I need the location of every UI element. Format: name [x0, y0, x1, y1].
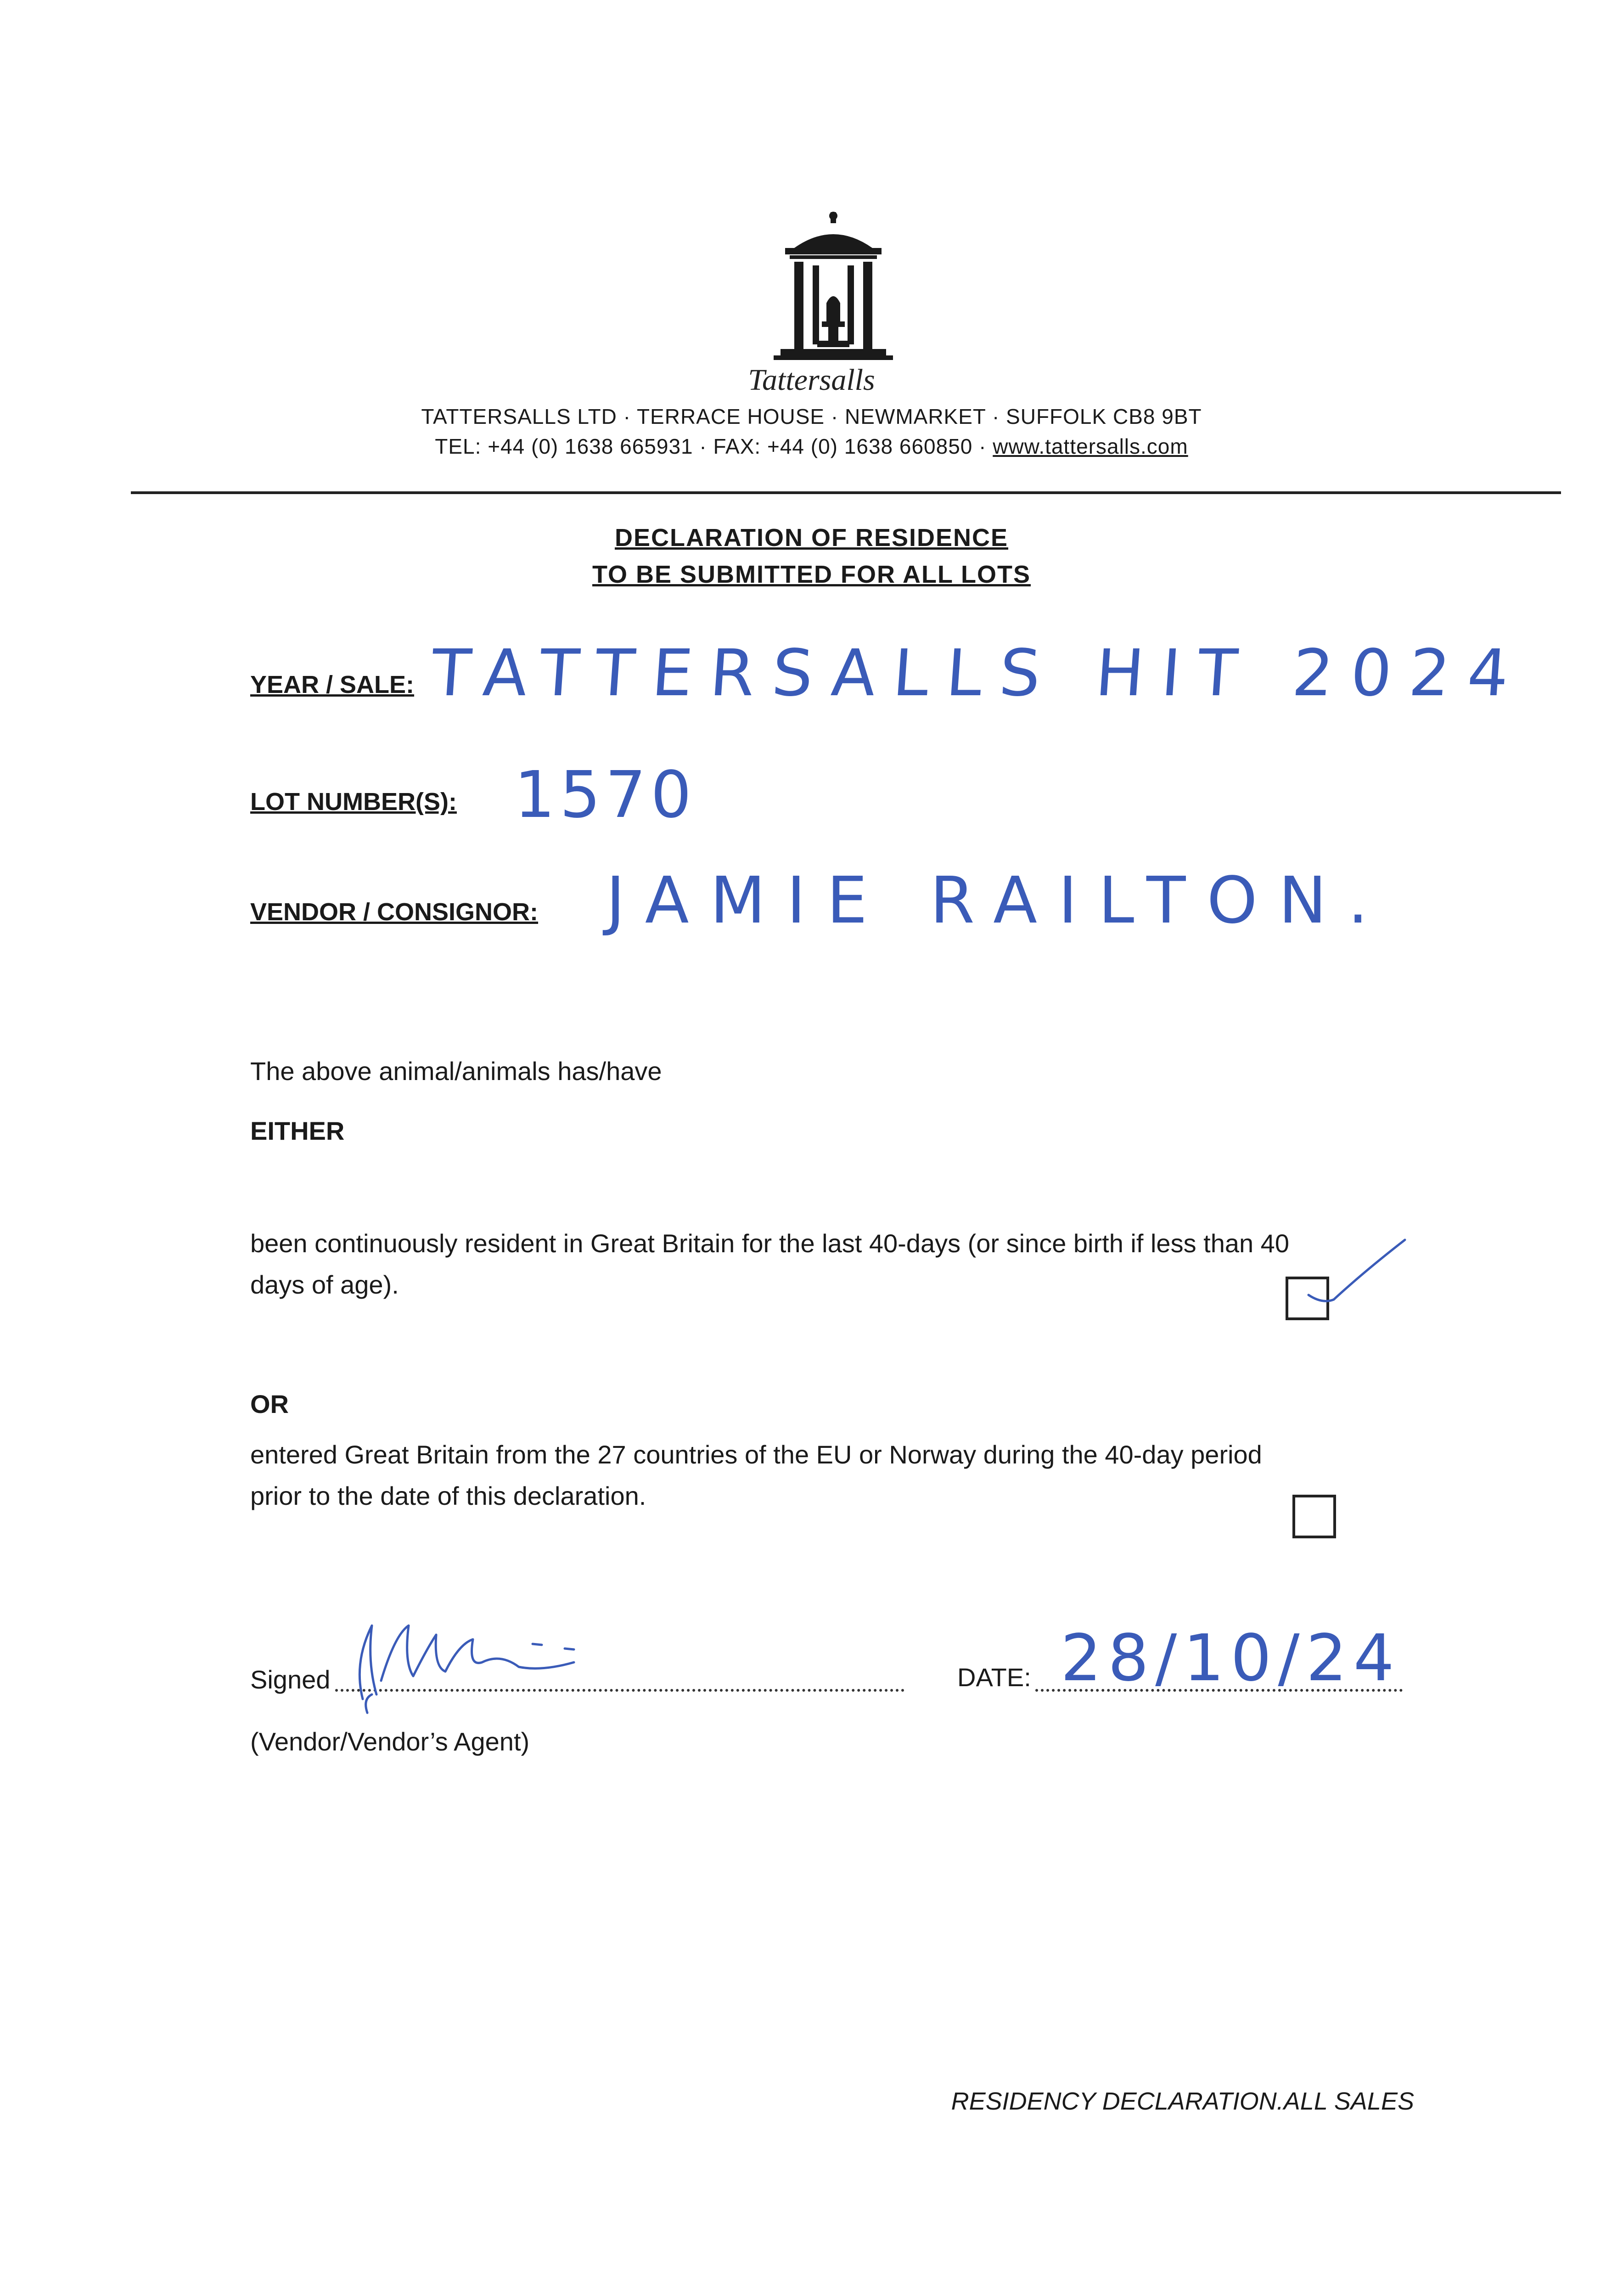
website-link[interactable]: www.tattersalls.com: [993, 434, 1188, 458]
intro-text: The above animal/animals has/have: [250, 1057, 662, 1086]
lot-number-label: LOT NUMBER(S):: [250, 788, 457, 816]
option1-text-line1: been continuously resident in Great Britain for the last 40-days (or since birth if less than 40: [250, 1229, 1289, 1258]
option2-text-line2: prior to the date of this declaration.: [250, 1481, 646, 1510]
signed-label: Signed: [250, 1665, 331, 1694]
tattersalls-logo: [767, 211, 900, 367]
date-label: DATE:: [957, 1663, 1031, 1692]
option1-text-line2: days of age).: [250, 1270, 399, 1299]
handwritten-signature: [335, 1607, 629, 1717]
date-value: 28/10/24: [1061, 1621, 1401, 1696]
signatory-role: (Vendor/Vendor’s Agent): [250, 1727, 530, 1756]
footer-form-name: RESIDENCY DECLARATION.ALL SALES: [951, 2088, 1414, 2115]
option2-text-line1: entered Great Britain from the 27 countries of the EU or Norway during the 40-day period: [250, 1440, 1262, 1469]
lot-number-value: 1570: [514, 758, 696, 833]
option2-checkbox[interactable]: [1292, 1495, 1336, 1538]
address-line: TATTERSALLS LTD · TERRACE HOUSE · NEWMARKET · SUFFOLK CB8 9BT: [421, 405, 1202, 428]
document-title: DECLARATION OF RESIDENCE: [614, 524, 1009, 551]
option1-tick-mark: [1290, 1235, 1410, 1327]
brand-name: Tattersalls: [748, 363, 875, 397]
year-sale-value: TATTERSALLS HIT 2024: [429, 636, 1529, 711]
vendor-consignor-label: VENDOR / CONSIGNOR:: [250, 898, 539, 926]
vendor-consignor-value: JAMIE RAILTON.: [606, 863, 1389, 938]
contact-numbers: TEL: +44 (0) 1638 665931 · FAX: +44 (0) 1638 660850 ·: [435, 434, 993, 458]
contact-line: [0, 434, 1623, 459]
document-subtitle: TO BE SUBMITTED FOR ALL LOTS: [592, 561, 1031, 588]
year-sale-label: YEAR / SALE:: [250, 671, 415, 698]
header-divider: [131, 491, 1561, 494]
either-heading: EITHER: [250, 1116, 345, 1145]
or-heading: OR: [250, 1390, 289, 1418]
